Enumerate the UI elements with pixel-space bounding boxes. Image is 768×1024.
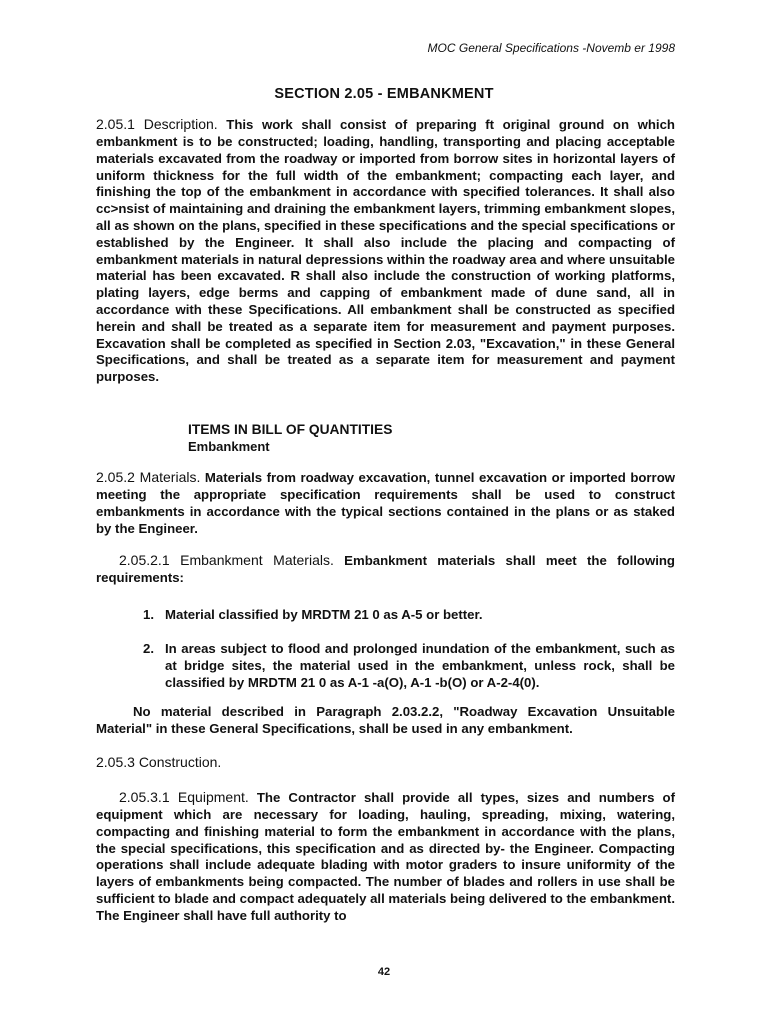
running-header: MOC General Specifications -Novemb er 1998	[427, 41, 675, 55]
section-title: SECTION 2.05 - EMBANKMENT	[274, 86, 494, 102]
subsection-label-2-05-2: 2.05.2 Materials.	[96, 469, 201, 486]
boq-item: Embankment	[188, 439, 270, 454]
subsection-label-2-05-1: 2.05.1 Description.	[96, 116, 218, 133]
list-item	[143, 640, 675, 691]
bill-of-quantities-block	[188, 421, 392, 455]
paragraph-construction	[96, 754, 675, 772]
boq-title: ITEMS IN BILL OF QUANTITIES	[188, 422, 393, 437]
list-item-text: In areas subject to flood and prolonged inundation of the embankment, such as at bridge sites, the material used in the embankment, unless rock, shall be classified by MRDTM 21 0 as A-1 -a(O), A-1 -b(O) or A-2-4(0).	[165, 641, 675, 690]
list-item	[143, 606, 675, 623]
list-item-number: 1.	[143, 607, 154, 622]
list-item-text: Material classified by MRDTM 21 0 as A-5 or better.	[165, 607, 483, 622]
paragraph-no-material: No material described in Paragraph 2.03.2.2, "Roadway Excavation Unsuitable Material" in these General Specifications, shall be used in any embankment.	[96, 704, 675, 736]
materials-text: Materials from roadway excavation, tunnel excavation or imported borrow meeting the appropriate specification requirements shall be used to construct embankments in accordance with the typical sections contained in the plans or as staked by the Engineer.	[96, 470, 676, 536]
paragraph-embankment-materials	[96, 552, 675, 587]
subsection-label-2-05-2-1: 2.05.2.1 Embankment Materials.	[119, 552, 334, 569]
paragraph-equipment	[96, 789, 675, 924]
subsection-label-2-05-3: 2.05.3 Construction.	[96, 754, 222, 771]
equipment-text: The Contractor shall provide all types, sizes and numbers of equipment which are necessary for loading, hauling, spreading, mixing, watering, compacting and finishing material to form the embankment in accordance with the plans, the special specifications, this specification and as directed by- the Engineer. Compacting operations shall include adequate blading with motor graders to insure uniformity of the layers of embankments being compacted. The number of blades and rollers in use shall be sufficient to blade and compact adequately all materials being delivered to the embankment. The Engineer shall have full authority to	[96, 790, 676, 923]
list-item-number: 2.	[143, 641, 154, 656]
paragraph-description	[96, 116, 675, 386]
subsection-label-2-05-3-1: 2.05.3.1 Equipment.	[119, 789, 249, 806]
page-number: 42	[377, 966, 391, 978]
description-text: This work shall consist of preparing ft original ground on which embankment is to be constructed; loading, handling, transporting and placing acceptable materials excavated from the roadway or imported from borrow sites in horizontal layers of uniform thickness for the full width of the embankment; compacting each layer, and finishing the top of the embankment in accordance with specified tolerances. It shall also cc>nsist of maintaining and draining the embankment layers, trimming embankment slopes, all as shown on the plans, specified in these specifications and the special specifications or established by the Engineer. It shall also include the placing and compacting of embankment materials in natural depressions within the roadway area and where unsuitable material has been excavated. R shall also include the construction of working platforms, plating layers, edge berms and capping of embankment made of dune sand, all in accordance with these Specifications. All embankment shall be constructed as specified herein and shall be treated as a separate item for measurement and payment purposes. Excavation shall be completed as specified in Section 2.03, "Excavation," in these General Specifications, and shall be treated as a separate item for measurement and payment purposes.	[96, 117, 675, 385]
embankment-materials-text: Embankment materials shall meet the following requirements:	[96, 553, 675, 585]
paragraph-materials	[96, 469, 675, 537]
